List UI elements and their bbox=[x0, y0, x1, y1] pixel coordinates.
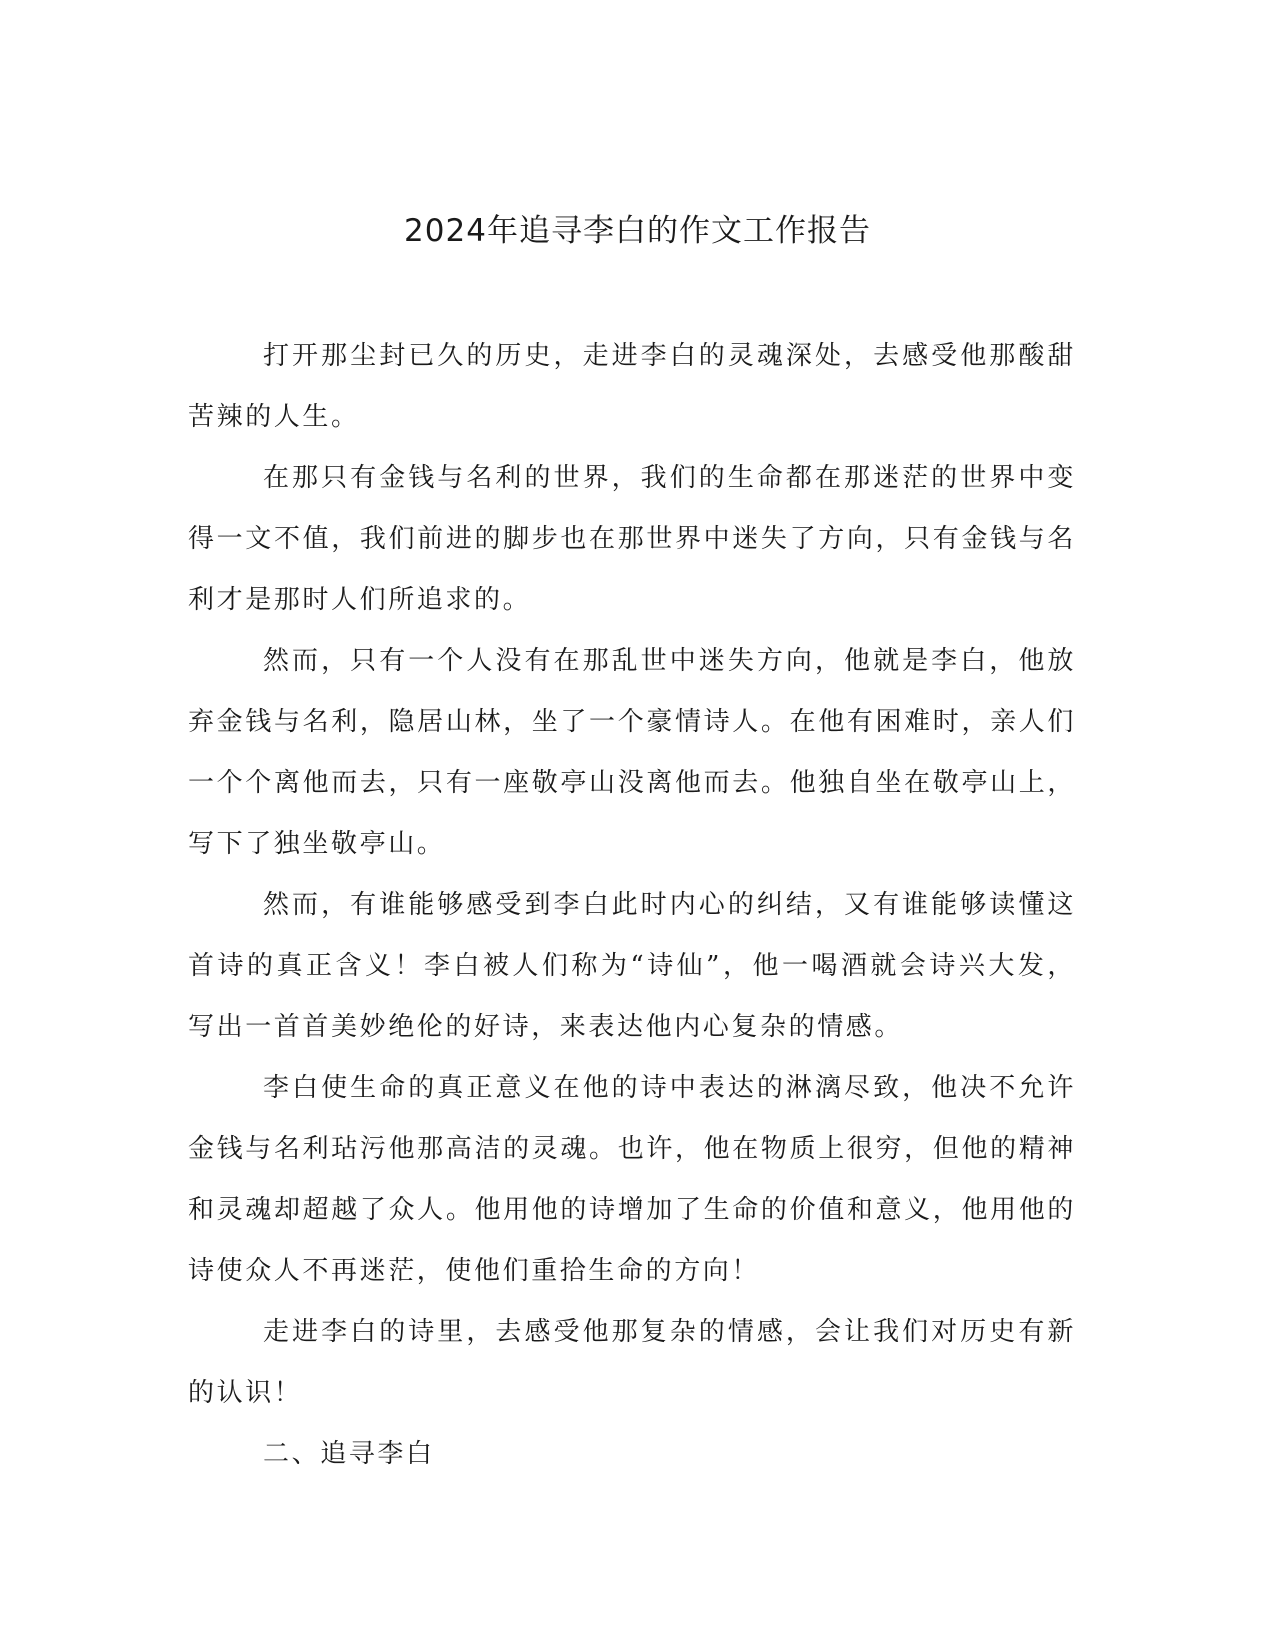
paragraph: 走进李白的诗里，去感受他那复杂的情感，会让我们对历史有新的认识！ bbox=[188, 1317, 1076, 1408]
paragraph: 李白使生命的真正意义在他的诗中表达的淋漓尽致，他决不允许金钱与名利玷污他那高洁的灵魂。也许，他在物质上很穷，但他的精神和灵魂却超越了众人。他用他的诗增加了生命的价值和意义，他用他的诗使众人不再迷茫，使他们重拾生命的方向！ bbox=[188, 1073, 1076, 1286]
paragraph: 然而，只有一个人没有在那乱世中迷失方向，他就是李白，他放弃金钱与名利，隐居山林，坐了一个豪情诗人。在他有困难时，亲人们一个个离他而去，只有一座敬亭山没离他而去。他独自坐在敬亭山上，写下了独坐敬亭山。 bbox=[188, 646, 1076, 859]
paragraph: 打开那尘封已久的历史，走进李白的灵魂深处，去感受他那酸甜苦辣的人生。 bbox=[188, 341, 1076, 432]
paragraph: 在那只有金钱与名利的世界，我们的生命都在那迷茫的世界中变得一文不值，我们前进的脚步也在那世界中迷失了方向，只有金钱与名利才是那时人们所追求的。 bbox=[188, 463, 1076, 615]
document-body bbox=[188, 326, 1076, 1485]
section-heading: 二、追寻李白 bbox=[263, 1439, 435, 1469]
document-title: 2024年追寻李白的作文工作报告 bbox=[404, 213, 871, 249]
paragraph: 然而，有谁能够感受到李白此时内心的纠结，又有谁能够读懂这首诗的真正含义！李白被人们称为“诗仙”，他一喝酒就会诗兴大发，写出一首首美妙绝伦的好诗，来表达他内心复杂的情感。 bbox=[188, 890, 1076, 1042]
